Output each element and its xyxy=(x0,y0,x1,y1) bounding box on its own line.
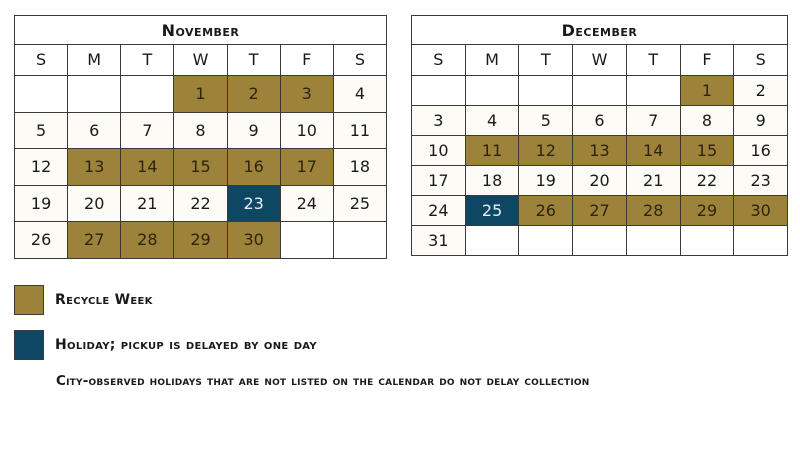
day-cell: 13 xyxy=(573,136,627,165)
day-cell: 19 xyxy=(519,166,573,195)
weekday-label: W xyxy=(573,45,627,75)
day-cell: 25 xyxy=(466,196,520,225)
week-row xyxy=(412,226,787,255)
weekday-label: T xyxy=(121,45,174,75)
week-row xyxy=(412,106,787,136)
legend-label: Recycle Week xyxy=(55,292,153,308)
day-cell: 27 xyxy=(573,196,627,225)
week-row xyxy=(15,149,386,186)
weeks xyxy=(412,76,787,255)
footnote: City-observed holidays that are not listed on the calendar do not delay collection xyxy=(56,373,590,389)
empty-day-cell xyxy=(519,76,573,105)
day-cell: 3 xyxy=(281,76,334,112)
calendar-november xyxy=(14,15,387,259)
week-row xyxy=(412,136,787,166)
day-cell: 4 xyxy=(334,76,386,112)
day-cell: 23 xyxy=(734,166,787,195)
empty-day-cell xyxy=(68,76,121,112)
week-row xyxy=(412,196,787,226)
day-cell: 12 xyxy=(519,136,573,165)
day-cell: 14 xyxy=(121,149,174,185)
day-cell: 18 xyxy=(466,166,520,195)
day-cell: 11 xyxy=(334,113,386,149)
day-cell: 1 xyxy=(174,76,227,112)
empty-day-cell xyxy=(734,226,787,255)
day-cell: 17 xyxy=(281,149,334,185)
weekday-label: M xyxy=(68,45,121,75)
empty-day-cell xyxy=(573,226,627,255)
day-cell: 2 xyxy=(228,76,281,112)
day-cell: 13 xyxy=(68,149,121,185)
empty-day-cell xyxy=(681,226,735,255)
calendar-december xyxy=(411,15,788,256)
day-cell: 2 xyxy=(734,76,787,105)
week-row xyxy=(15,186,386,223)
empty-day-cell xyxy=(519,226,573,255)
weekday-label: S xyxy=(15,45,68,75)
day-cell: 30 xyxy=(228,222,281,258)
weekday-label: W xyxy=(174,45,227,75)
empty-day-cell xyxy=(466,76,520,105)
day-cell: 18 xyxy=(334,149,386,185)
day-cell: 4 xyxy=(466,106,520,135)
day-cell: 25 xyxy=(334,186,386,222)
day-cell: 6 xyxy=(68,113,121,149)
legend-label: Holiday; pickup is delayed by one day xyxy=(55,337,317,353)
day-cell: 14 xyxy=(627,136,681,165)
weekday-label: M xyxy=(466,45,520,75)
legend-holiday xyxy=(14,330,317,360)
weekday-header xyxy=(15,45,386,76)
day-cell: 26 xyxy=(15,222,68,258)
weekday-label: T xyxy=(627,45,681,75)
day-cell: 11 xyxy=(466,136,520,165)
day-cell: 22 xyxy=(174,186,227,222)
day-cell: 1 xyxy=(681,76,735,105)
day-cell: 6 xyxy=(573,106,627,135)
day-cell: 27 xyxy=(68,222,121,258)
empty-day-cell xyxy=(573,76,627,105)
weekday-label: S xyxy=(334,45,386,75)
weekday-label: T xyxy=(519,45,573,75)
day-cell: 17 xyxy=(412,166,466,195)
day-cell: 24 xyxy=(412,196,466,225)
day-cell: 31 xyxy=(412,226,466,255)
day-cell: 8 xyxy=(174,113,227,149)
weekday-header xyxy=(412,45,787,76)
week-row xyxy=(412,166,787,196)
day-cell: 28 xyxy=(121,222,174,258)
day-cell: 30 xyxy=(734,196,787,225)
day-cell: 12 xyxy=(15,149,68,185)
weekday-label: F xyxy=(281,45,334,75)
day-cell: 5 xyxy=(519,106,573,135)
weekday-label: S xyxy=(412,45,466,75)
weeks xyxy=(15,76,386,258)
day-cell: 20 xyxy=(573,166,627,195)
day-cell: 29 xyxy=(174,222,227,258)
day-cell: 28 xyxy=(627,196,681,225)
empty-day-cell xyxy=(466,226,520,255)
weekday-label: F xyxy=(681,45,735,75)
empty-day-cell xyxy=(15,76,68,112)
week-row xyxy=(15,222,386,258)
day-cell: 21 xyxy=(627,166,681,195)
empty-day-cell xyxy=(627,226,681,255)
legend-recycle-week xyxy=(14,285,153,315)
empty-day-cell xyxy=(334,222,386,258)
empty-day-cell xyxy=(121,76,174,112)
day-cell: 19 xyxy=(15,186,68,222)
empty-day-cell xyxy=(412,76,466,105)
week-row xyxy=(15,113,386,150)
day-cell: 26 xyxy=(519,196,573,225)
day-cell: 9 xyxy=(734,106,787,135)
recycle-swatch xyxy=(14,285,44,315)
week-row xyxy=(15,76,386,113)
day-cell: 15 xyxy=(681,136,735,165)
day-cell: 10 xyxy=(412,136,466,165)
day-cell: 24 xyxy=(281,186,334,222)
day-cell: 10 xyxy=(281,113,334,149)
day-cell: 5 xyxy=(15,113,68,149)
day-cell: 21 xyxy=(121,186,174,222)
day-cell: 7 xyxy=(121,113,174,149)
day-cell: 3 xyxy=(412,106,466,135)
month-title: December xyxy=(412,16,787,45)
week-row xyxy=(412,76,787,106)
day-cell: 15 xyxy=(174,149,227,185)
weekday-label: T xyxy=(228,45,281,75)
empty-day-cell xyxy=(281,222,334,258)
day-cell: 22 xyxy=(681,166,735,195)
day-cell: 16 xyxy=(228,149,281,185)
month-title: November xyxy=(15,16,386,45)
day-cell: 23 xyxy=(228,186,281,222)
empty-day-cell xyxy=(627,76,681,105)
day-cell: 7 xyxy=(627,106,681,135)
day-cell: 29 xyxy=(681,196,735,225)
day-cell: 9 xyxy=(228,113,281,149)
holiday-swatch xyxy=(14,330,44,360)
day-cell: 20 xyxy=(68,186,121,222)
day-cell: 8 xyxy=(681,106,735,135)
weekday-label: S xyxy=(734,45,787,75)
day-cell: 16 xyxy=(734,136,787,165)
